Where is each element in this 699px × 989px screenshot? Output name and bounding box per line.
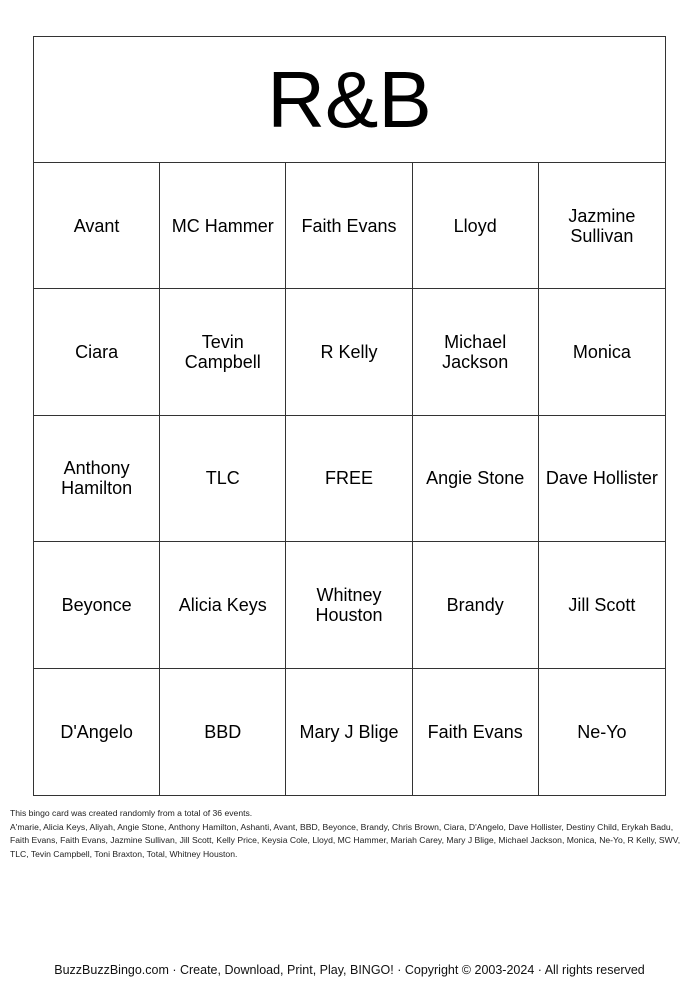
- bingo-cell: Ne-Yo: [577, 721, 627, 742]
- event-source-note: [10, 807, 690, 861]
- bingo-cell: R Kelly: [286, 289, 412, 415]
- bingo-cell: Dave Hollister: [539, 416, 665, 542]
- bingo-cell: Anthony Hamilton: [34, 416, 160, 542]
- bingo-cell: Mary J Blige: [286, 669, 412, 795]
- free-space-cell: FREE: [286, 416, 412, 542]
- bingo-cell: Jill Scott: [539, 542, 665, 668]
- bingo-cell: Lloyd: [413, 163, 539, 289]
- bingo-cell: Monica: [539, 289, 665, 415]
- bingo-cell: Avant: [34, 163, 160, 289]
- bingo-cell: Angie Stone: [413, 416, 539, 542]
- bingo-cell: Michael Jackson: [413, 289, 539, 415]
- bingo-cell: TLC: [160, 416, 286, 542]
- card-title: R&B: [34, 37, 665, 163]
- bingo-cell: Tevin Campbell: [160, 289, 286, 415]
- bingo-cell: Whitney Houston: [286, 542, 412, 668]
- bingo-cell: Faith Evans: [413, 669, 539, 795]
- note-event-list: A'marie, Alicia Keys, Aliyah, Angie Stone, Anthony Hamilton, Ashanti, Avant, BBD, Beyonce, Brandy, Chris Brown, Ciara, D'Angelo, Dave Hollister, Destiny Child, Erykah Badu, Faith Evans, Faith Evans, Jazmine Sullivan, Jill Scott, Kelly Price, Keysia Cole, Lloyd, MC Hammer, Mariah Carey, Mary J Blige, Michael Jackson, Monica, Ne-Yo, R Kelly, SWV, TLC, Tevin Campbell, Toni Braxton, Total, Whitney Houston.: [10, 821, 681, 859]
- bingo-card: [33, 36, 666, 796]
- bingo-cell: Faith Evans: [286, 163, 412, 289]
- bingo-cell: Ciara: [34, 289, 160, 415]
- bingo-cell: MC Hammer: [160, 163, 286, 289]
- bingo-cell: Beyonce: [34, 542, 160, 668]
- bingo-grid: [34, 163, 665, 795]
- bingo-cell: Alicia Keys: [160, 542, 286, 668]
- bingo-cell: Jazmine Sullivan: [539, 163, 665, 289]
- bingo-cell: D'Angelo: [34, 669, 160, 795]
- note-intro: This bingo card was created randomly from a total of 36 events.: [10, 808, 253, 818]
- page-footer: BuzzBuzzBingo.com · Create, Download, Print, Play, BINGO! · Copyright © 2003-2024 · All rights reserved: [54, 963, 645, 977]
- bingo-cell: BBD: [160, 669, 286, 795]
- bingo-cell: Brandy: [413, 542, 539, 668]
